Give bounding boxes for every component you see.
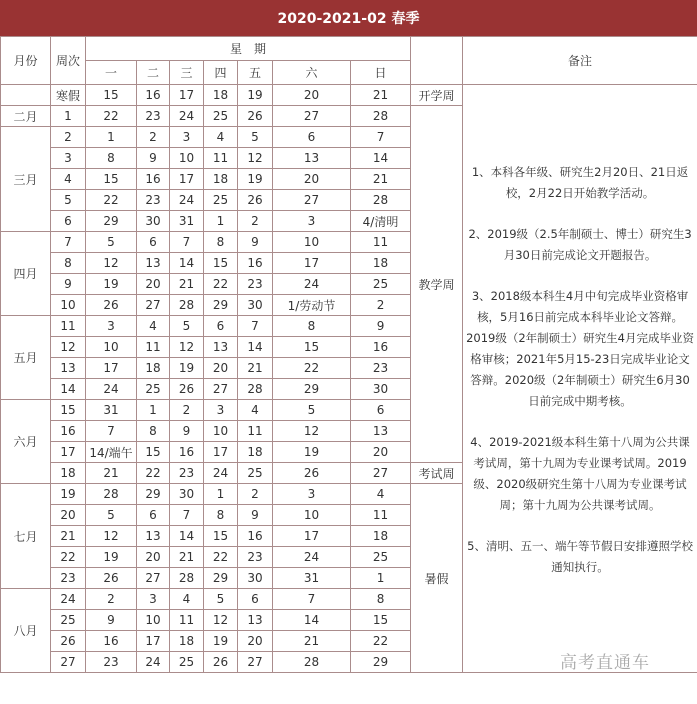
day-cell: 25 (351, 547, 411, 568)
day-cell: 26 (238, 190, 273, 211)
day-cell: 29 (273, 379, 351, 400)
month-cell: 四月 (1, 232, 51, 316)
month-cell-empty (1, 85, 51, 106)
day-cell: 30 (137, 211, 170, 232)
day-cell: 16 (238, 526, 273, 547)
day-cell: 22 (204, 547, 238, 568)
day-cell: 28 (238, 379, 273, 400)
day-cell: 14/端午 (86, 442, 137, 463)
day-cell: 8 (273, 316, 351, 337)
day-cell: 15 (86, 169, 137, 190)
calendar-title: 2020-2021-02 春季 (0, 0, 697, 36)
day-cell: 19 (86, 274, 137, 295)
day-cell: 15 (137, 442, 170, 463)
day-cell: 26 (238, 106, 273, 127)
month-cell: 五月 (1, 316, 51, 400)
day-cell: 3 (273, 211, 351, 232)
day-cell: 15 (351, 610, 411, 631)
day-cell: 5 (170, 316, 204, 337)
week-number-cell: 13 (51, 358, 86, 379)
day-cell: 13 (351, 421, 411, 442)
week-number-cell: 25 (51, 610, 86, 631)
day-cell: 12 (273, 421, 351, 442)
day-cell: 13 (204, 337, 238, 358)
day-cell: 14 (170, 253, 204, 274)
day-cell: 1 (351, 568, 411, 589)
day-cell: 19 (238, 85, 273, 106)
day-cell: 1 (204, 211, 238, 232)
header-day: 一 (86, 61, 137, 85)
day-cell: 9 (137, 148, 170, 169)
day-cell: 25 (204, 106, 238, 127)
day-cell: 27 (204, 379, 238, 400)
day-cell: 8 (204, 232, 238, 253)
month-cell: 七月 (1, 484, 51, 589)
day-cell: 18 (170, 631, 204, 652)
week-number-cell: 20 (51, 505, 86, 526)
day-cell: 30 (238, 295, 273, 316)
day-cell: 17 (273, 253, 351, 274)
week-number-cell: 23 (51, 568, 86, 589)
day-cell: 24 (273, 547, 351, 568)
day-cell: 28 (273, 652, 351, 673)
day-cell: 22 (86, 106, 137, 127)
day-cell: 12 (86, 526, 137, 547)
day-cell: 22 (351, 631, 411, 652)
day-cell: 3 (204, 400, 238, 421)
day-cell: 6 (351, 400, 411, 421)
day-cell: 31 (86, 400, 137, 421)
header-period (411, 37, 463, 85)
week-number-cell: 2 (51, 127, 86, 148)
day-cell: 6 (273, 127, 351, 148)
day-cell: 23 (137, 190, 170, 211)
week-number-cell: 3 (51, 148, 86, 169)
day-cell: 23 (170, 463, 204, 484)
day-cell: 21 (170, 547, 204, 568)
day-cell: 6 (137, 232, 170, 253)
day-cell: 28 (170, 295, 204, 316)
day-cell: 21 (170, 274, 204, 295)
day-cell: 4 (351, 484, 411, 505)
day-cell: 22 (204, 274, 238, 295)
day-cell: 24 (86, 379, 137, 400)
day-cell: 7 (238, 316, 273, 337)
day-cell: 26 (273, 463, 351, 484)
day-cell: 23 (238, 274, 273, 295)
day-cell: 12 (204, 610, 238, 631)
day-cell: 14 (351, 148, 411, 169)
day-cell: 15 (273, 337, 351, 358)
day-cell: 21 (238, 358, 273, 379)
day-cell: 4 (137, 316, 170, 337)
header-day: 六 (273, 61, 351, 85)
day-cell: 17 (273, 526, 351, 547)
day-cell: 8 (137, 421, 170, 442)
day-cell: 15 (204, 253, 238, 274)
day-cell: 19 (86, 547, 137, 568)
day-cell: 21 (273, 631, 351, 652)
day-cell: 23 (238, 547, 273, 568)
day-cell: 2 (137, 127, 170, 148)
header-week-no: 周次 (51, 37, 86, 85)
header-day: 五 (238, 61, 273, 85)
day-cell: 17 (170, 85, 204, 106)
day-cell: 25 (351, 274, 411, 295)
month-cell: 二月 (1, 106, 51, 127)
day-cell: 11 (238, 421, 273, 442)
header-day: 日 (351, 61, 411, 85)
day-cell: 24 (273, 274, 351, 295)
day-cell: 9 (170, 421, 204, 442)
day-cell: 26 (86, 568, 137, 589)
day-cell: 24 (204, 463, 238, 484)
day-cell: 17 (204, 442, 238, 463)
day-cell: 13 (238, 610, 273, 631)
day-cell: 28 (170, 568, 204, 589)
day-cell: 29 (137, 484, 170, 505)
day-cell: 26 (204, 652, 238, 673)
day-cell: 3 (273, 484, 351, 505)
day-cell: 20 (273, 85, 351, 106)
week-number-cell: 22 (51, 547, 86, 568)
day-cell: 22 (273, 358, 351, 379)
remark-item: 4、2019-2021级本科生第十八周为公共课考试周，第十九周为专业课考试周。2019级、2020级研究生第十八周为专业课考试周；第十九周为公共课考试周。 (470, 434, 690, 512)
day-cell: 28 (351, 106, 411, 127)
day-cell: 11 (351, 232, 411, 253)
day-cell: 9 (86, 610, 137, 631)
day-cell: 1 (204, 484, 238, 505)
day-cell: 10 (170, 148, 204, 169)
day-cell: 13 (137, 253, 170, 274)
day-cell: 20 (351, 442, 411, 463)
day-cell: 19 (170, 358, 204, 379)
watermark-text: 高考直通车 (560, 653, 650, 673)
day-cell: 2 (351, 295, 411, 316)
day-cell: 23 (86, 652, 137, 673)
day-cell: 30 (351, 379, 411, 400)
day-cell: 2 (170, 400, 204, 421)
remark-item: 3、2018级本科生4月中旬完成毕业资格审核，5月16日前完成本科毕业论文答辩。2019级（2年制硕士）研究生4月完成毕业资格审核；2021年5月15-23日完成毕业论文答辩。2020级（2年制硕士）研究生6月30日前完成中期考核。 (466, 288, 694, 408)
school-calendar-table (0, 36, 697, 673)
day-cell: 29 (86, 211, 137, 232)
day-cell: 13 (273, 148, 351, 169)
week-number-cell: 15 (51, 400, 86, 421)
day-cell: 2 (238, 211, 273, 232)
day-cell: 11 (170, 610, 204, 631)
week-number-cell: 6 (51, 211, 86, 232)
day-cell: 26 (170, 379, 204, 400)
day-cell: 5 (238, 127, 273, 148)
day-cell: 13 (137, 526, 170, 547)
day-cell: 26 (86, 295, 137, 316)
week-number-cell: 12 (51, 337, 86, 358)
day-cell: 12 (86, 253, 137, 274)
day-cell: 3 (137, 589, 170, 610)
day-cell: 29 (204, 295, 238, 316)
day-cell: 27 (273, 190, 351, 211)
day-cell: 21 (351, 169, 411, 190)
day-cell: 6 (137, 505, 170, 526)
day-cell: 1/劳动节 (273, 295, 351, 316)
day-cell: 19 (204, 631, 238, 652)
week-number-cell: 17 (51, 442, 86, 463)
week-number-cell: 26 (51, 631, 86, 652)
day-cell: 3 (170, 127, 204, 148)
day-cell: 1 (86, 127, 137, 148)
month-cell: 八月 (1, 589, 51, 673)
day-cell: 19 (238, 169, 273, 190)
period-cell: 暑假 (411, 484, 463, 673)
day-cell: 24 (170, 190, 204, 211)
day-cell: 2 (238, 484, 273, 505)
header-weekday-group: 星 期 (86, 37, 411, 61)
day-cell: 20 (238, 631, 273, 652)
day-cell: 15 (86, 85, 137, 106)
day-cell: 20 (204, 358, 238, 379)
day-cell: 12 (238, 148, 273, 169)
day-cell: 18 (351, 253, 411, 274)
header-remarks: 备注 (463, 37, 697, 85)
week-number-cell: 寒假 (51, 85, 86, 106)
day-cell: 22 (86, 190, 137, 211)
week-number-cell: 5 (51, 190, 86, 211)
day-cell: 5 (204, 589, 238, 610)
day-cell: 19 (273, 442, 351, 463)
day-cell: 11 (351, 505, 411, 526)
day-cell: 4 (238, 400, 273, 421)
day-cell: 5 (86, 505, 137, 526)
day-cell: 4 (204, 127, 238, 148)
day-cell: 18 (351, 526, 411, 547)
day-cell: 3 (86, 316, 137, 337)
week-number-cell: 8 (51, 253, 86, 274)
remarks-cell (463, 85, 697, 673)
period-cell: 开学周 (411, 85, 463, 106)
week-number-cell: 24 (51, 589, 86, 610)
week-number-cell: 10 (51, 295, 86, 316)
day-cell: 24 (137, 652, 170, 673)
remark-item: 5、清明、五一、端午等节假日安排遵照学校通知执行。 (467, 538, 693, 574)
header-day: 二 (137, 61, 170, 85)
day-cell: 17 (170, 169, 204, 190)
day-cell: 28 (351, 190, 411, 211)
day-cell: 15 (204, 526, 238, 547)
week-number-cell: 4 (51, 169, 86, 190)
day-cell: 27 (238, 652, 273, 673)
day-cell: 4 (170, 589, 204, 610)
month-cell: 三月 (1, 127, 51, 232)
day-cell: 16 (86, 631, 137, 652)
day-cell: 8 (204, 505, 238, 526)
day-cell: 10 (137, 610, 170, 631)
day-cell: 10 (86, 337, 137, 358)
day-cell: 27 (137, 295, 170, 316)
day-cell: 10 (204, 421, 238, 442)
day-cell: 27 (273, 106, 351, 127)
day-cell: 10 (273, 505, 351, 526)
day-cell: 30 (238, 568, 273, 589)
day-cell: 24 (170, 106, 204, 127)
day-cell: 14 (170, 526, 204, 547)
day-cell: 31 (273, 568, 351, 589)
month-cell: 六月 (1, 400, 51, 484)
day-cell: 20 (273, 169, 351, 190)
day-cell: 11 (204, 148, 238, 169)
day-cell: 8 (351, 589, 411, 610)
day-cell: 21 (86, 463, 137, 484)
week-number-cell: 11 (51, 316, 86, 337)
day-cell: 16 (137, 169, 170, 190)
day-cell: 25 (238, 463, 273, 484)
day-cell: 9 (238, 505, 273, 526)
day-cell: 4/清明 (351, 211, 411, 232)
day-cell: 11 (137, 337, 170, 358)
remark-item: 1、本科各年级、研究生2月20日、21日返校，2月22日开始教学活动。 (471, 164, 689, 200)
day-cell: 31 (170, 211, 204, 232)
day-cell: 7 (351, 127, 411, 148)
day-cell: 25 (204, 190, 238, 211)
day-cell: 18 (204, 169, 238, 190)
day-cell: 2 (86, 589, 137, 610)
day-cell: 22 (137, 463, 170, 484)
day-cell: 20 (137, 547, 170, 568)
period-cell: 教学周 (411, 106, 463, 463)
day-cell: 9 (238, 232, 273, 253)
day-cell: 23 (137, 106, 170, 127)
week-number-cell: 7 (51, 232, 86, 253)
day-cell: 23 (351, 358, 411, 379)
header-month: 月份 (1, 37, 51, 85)
day-cell: 16 (170, 442, 204, 463)
day-cell: 7 (273, 589, 351, 610)
week-number-cell: 21 (51, 526, 86, 547)
day-cell: 8 (86, 148, 137, 169)
day-cell: 7 (170, 505, 204, 526)
day-cell: 30 (170, 484, 204, 505)
week-number-cell: 9 (51, 274, 86, 295)
day-cell: 10 (273, 232, 351, 253)
day-cell: 21 (351, 85, 411, 106)
week-number-cell: 16 (51, 421, 86, 442)
day-cell: 18 (137, 358, 170, 379)
week-number-cell: 18 (51, 463, 86, 484)
day-cell: 7 (170, 232, 204, 253)
day-cell: 12 (170, 337, 204, 358)
day-cell: 7 (86, 421, 137, 442)
day-cell: 14 (238, 337, 273, 358)
day-cell: 17 (86, 358, 137, 379)
week-number-cell: 27 (51, 652, 86, 673)
day-cell: 6 (238, 589, 273, 610)
day-cell: 28 (86, 484, 137, 505)
week-number-cell: 19 (51, 484, 86, 505)
period-cell: 考试周 (411, 463, 463, 484)
day-cell: 18 (238, 442, 273, 463)
day-cell: 29 (351, 652, 411, 673)
day-cell: 16 (137, 85, 170, 106)
week-number-cell: 1 (51, 106, 86, 127)
header-day: 四 (204, 61, 238, 85)
calendar-body (1, 85, 697, 673)
day-cell: 20 (137, 274, 170, 295)
day-cell: 25 (170, 652, 204, 673)
day-cell: 1 (137, 400, 170, 421)
remark-item: 2、2019级（2.5年制硕士、博士）研究生3月30日前完成论文开题报告。 (468, 226, 692, 262)
week-row (1, 85, 697, 106)
day-cell: 6 (204, 316, 238, 337)
header-day: 三 (170, 61, 204, 85)
day-cell: 16 (238, 253, 273, 274)
day-cell: 5 (86, 232, 137, 253)
day-cell: 25 (137, 379, 170, 400)
day-cell: 17 (137, 631, 170, 652)
day-cell: 5 (273, 400, 351, 421)
week-number-cell: 14 (51, 379, 86, 400)
day-cell: 29 (204, 568, 238, 589)
day-cell: 14 (273, 610, 351, 631)
day-cell: 9 (351, 316, 411, 337)
day-cell: 16 (351, 337, 411, 358)
day-cell: 18 (204, 85, 238, 106)
day-cell: 27 (137, 568, 170, 589)
day-cell: 27 (351, 463, 411, 484)
